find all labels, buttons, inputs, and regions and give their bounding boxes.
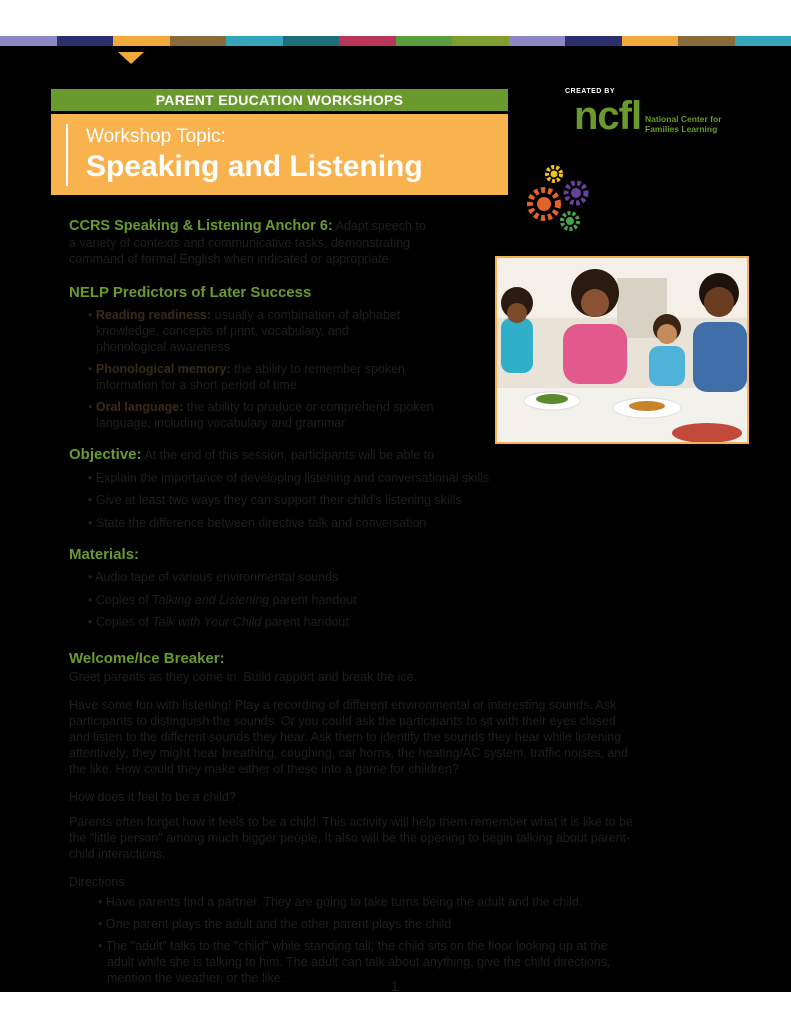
stripe-segment xyxy=(565,36,622,46)
stripe-segment xyxy=(283,36,340,46)
color-stripe xyxy=(0,36,791,46)
gears-icon xyxy=(524,164,596,236)
nelp-item-2-line-2: information for a short period of time xyxy=(96,378,297,392)
materials-heading: Materials: xyxy=(69,546,140,563)
stripe-segment xyxy=(678,36,735,46)
logo-subtitle: National Center for Families Learning xyxy=(645,114,722,134)
nelp-text: the ability to remember spoken xyxy=(234,362,406,376)
directions-item-3-line-2: adult while she is talking to him. The adult can talk about anything, give the child directions, xyxy=(107,955,611,969)
welcome-p2-line: attentively; they might hear breathing, coughing, car horns, the heating/AC system, traffic noises, and xyxy=(69,746,629,760)
nelp-item-2 xyxy=(88,362,405,378)
ccrs-line-2: a variety of contexts and communicative tasks, demonstrating xyxy=(69,236,411,250)
handout-title: Talking and Listening xyxy=(152,593,270,607)
directions-item-3: • The "adult" talks to the "child" while standing tall; the child sits on the floor looking up at the xyxy=(98,939,608,955)
topic-banner xyxy=(51,114,508,195)
nelp-item-3-line-2: language, including vocabulary and grammar xyxy=(96,416,346,430)
welcome-p2-line: participants to distinguish the sounds. Or you could ask the participants to sit with their eyes closed xyxy=(69,714,616,728)
materials-text: Copies of xyxy=(95,593,153,607)
ncfl-logo: ncfl xyxy=(574,94,642,138)
welcome-p4-line: the "little person" among much bigger people. It also will be the opening to begin talking about parent- xyxy=(69,831,631,845)
welcome-p2-line: and listen to the different sounds they hear. Ask them to identify the sounds they hear while listening xyxy=(69,730,622,744)
objective-line xyxy=(69,447,434,464)
materials-text: parent handout xyxy=(269,593,357,607)
nelp-text: usually a combination of alphabet xyxy=(214,308,401,322)
created-by-label: CREATED BY xyxy=(565,88,615,95)
page-number: 1 xyxy=(391,978,399,994)
objective-item-2: • Give at least two ways they can support their child's listening skills xyxy=(88,493,462,509)
ccrs-line-3: command of formal English when indicated or appropriate. xyxy=(69,252,393,266)
nelp-item-1 xyxy=(88,308,400,324)
welcome-p2-line: Have some fun with listening! Play a recording of different environmental or interesting sounds. Ask xyxy=(69,698,617,712)
stripe-segment xyxy=(452,36,509,46)
stripe-segment xyxy=(0,36,57,46)
nelp-term: Reading readiness: xyxy=(95,308,212,322)
stripe-segment xyxy=(509,36,566,46)
materials-text: Copies of xyxy=(95,615,153,629)
stripe-segment xyxy=(339,36,396,46)
nelp-text: the ability to produce or comprehend spoken xyxy=(186,400,434,414)
nelp-heading: NELP Predictors of Later Success xyxy=(69,284,312,301)
ccrs-text-1: Adapt speech to xyxy=(335,219,426,233)
stripe-segment xyxy=(226,36,283,46)
directions-item-1: • Have parents find a partner. They are going to take turns being the adult and the child. xyxy=(98,895,582,911)
materials-item-3 xyxy=(88,615,349,631)
nelp-term: Phonological memory: xyxy=(95,362,231,376)
welcome-p2-line: the like. How could they make either of these into a game for children? xyxy=(69,762,459,776)
objective-heading: Objective: xyxy=(69,446,142,463)
objective-intro: At the end of this session, participants will be able to xyxy=(144,448,435,462)
stripe-segment xyxy=(396,36,453,46)
handout-title: Talk with Your Child xyxy=(152,615,262,629)
directions-item-2: • One parent plays the adult and the other parent plays the child xyxy=(98,917,451,933)
ccrs-line-1 xyxy=(69,219,426,235)
nelp-item-1-line-2: knowledge, concepts of print, vocabulary, and xyxy=(96,324,349,338)
directions-label: Directions xyxy=(69,875,125,889)
welcome-p4-line: child interactions. xyxy=(69,847,166,861)
divider xyxy=(66,124,68,186)
nelp-item-1-line-3: phonological awareness xyxy=(96,340,231,354)
stripe-segment xyxy=(113,36,170,46)
workshop-banner: PARENT EDUCATION WORKSHOPS xyxy=(51,89,508,111)
objective-item-1: • Explain the importance of developing listening and conversational skills xyxy=(88,471,489,487)
welcome-p3: How does it feel to be a child? xyxy=(69,790,236,804)
stripe-segment xyxy=(735,36,791,46)
materials-text: parent handout xyxy=(261,615,349,629)
page-title: Speaking and Listening xyxy=(86,150,423,183)
triangle-marker-icon xyxy=(118,52,144,64)
directions-item-3-line-3: mention the weather, or the like. xyxy=(107,971,285,985)
topic-label: Workshop Topic: xyxy=(86,126,226,147)
welcome-p4-line: Parents often forget how it feels to be a child. This activity will help them remember what it is like to be xyxy=(69,815,633,829)
nelp-item-3 xyxy=(88,400,434,416)
stripe-segment xyxy=(170,36,227,46)
objective-item-3: • State the difference between directive talk and conversation xyxy=(88,516,426,532)
stripe-segment xyxy=(57,36,114,46)
materials-item-2 xyxy=(88,593,357,609)
stripe-segment xyxy=(622,36,679,46)
materials-item-1: • Audio tape of various environmental sounds xyxy=(88,570,338,586)
welcome-p1: Greet parents as they come in. Build rapport and break the ice. xyxy=(69,670,418,684)
welcome-heading: Welcome/Ice Breaker: xyxy=(69,650,225,667)
family-dinner-photo xyxy=(495,256,749,444)
nelp-term: Oral language: xyxy=(95,400,184,414)
ccrs-heading: CCRS Speaking & Listening Anchor 6: xyxy=(69,218,333,234)
